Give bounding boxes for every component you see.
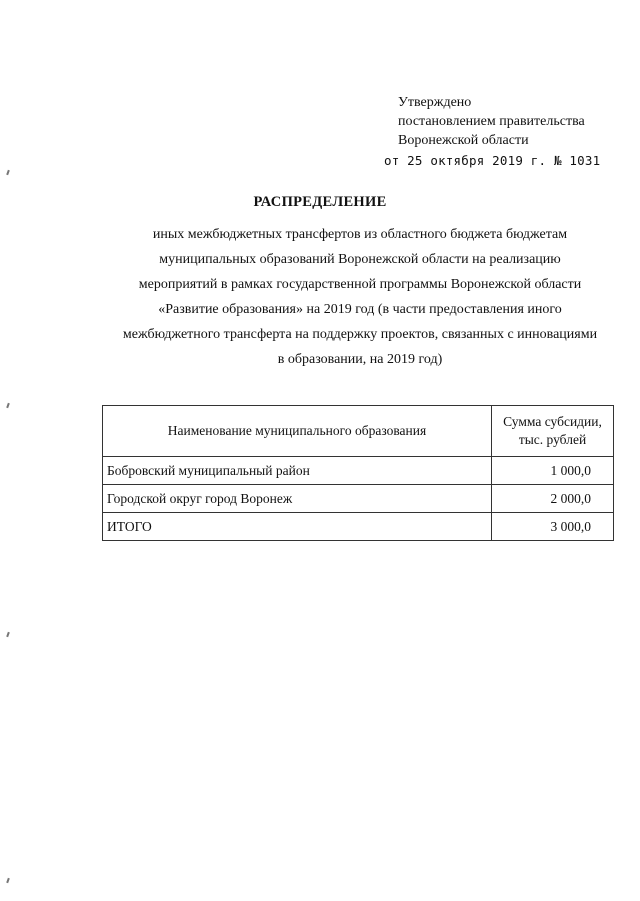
scan-margin-mark — [6, 878, 10, 883]
table-row-total — [103, 513, 614, 541]
document-title: РАСПРЕДЕЛЕНИЕ — [253, 194, 387, 210]
document-description — [100, 222, 620, 372]
description-line: иных межбюджетных трансфертов из областного бюджета бюджетам — [152, 227, 568, 242]
approval-decree: постановлением правительства — [398, 114, 585, 129]
total-sum: 3 000,0 — [492, 513, 614, 541]
row-name: Бобровский муниципальный район — [103, 457, 492, 485]
distribution-table — [102, 405, 614, 541]
description-line: мероприятий в рамках государственной программы Воронежской области — [138, 277, 582, 292]
header-name: Наименование муниципального образования — [103, 406, 492, 457]
row-name: Городской округ город Воронеж — [103, 485, 492, 513]
description-line: межбюджетного трансферта на поддержку проектов, связанных с инновациями — [122, 327, 598, 342]
header-sum — [492, 406, 614, 457]
description-line: муниципальных образований Воронежской области на реализацию — [159, 252, 561, 267]
description-line: в образовании, на 2019 год) — [277, 352, 443, 367]
approval-block — [384, 93, 601, 170]
table-row — [103, 457, 614, 485]
table-row — [103, 485, 614, 513]
scan-margin-mark — [6, 170, 10, 175]
approval-label: Утверждено — [398, 95, 472, 110]
total-label: ИТОГО — [103, 513, 492, 541]
row-sum: 2 000,0 — [492, 485, 614, 513]
table-header-row — [103, 406, 614, 457]
header-sum-line1: Сумма субсидии, — [503, 414, 602, 429]
description-line: «Развитие образования» на 2019 год (в части предоставления иного — [158, 302, 562, 317]
scan-margin-mark — [6, 403, 10, 408]
approval-region: Воронежской области — [398, 133, 529, 148]
header-sum-line2: тыс. рублей — [518, 432, 587, 447]
scan-margin-mark — [6, 632, 10, 637]
approval-date-number: от 25 октября 2019 г. № 1031 — [384, 153, 601, 168]
row-sum: 1 000,0 — [492, 457, 614, 485]
